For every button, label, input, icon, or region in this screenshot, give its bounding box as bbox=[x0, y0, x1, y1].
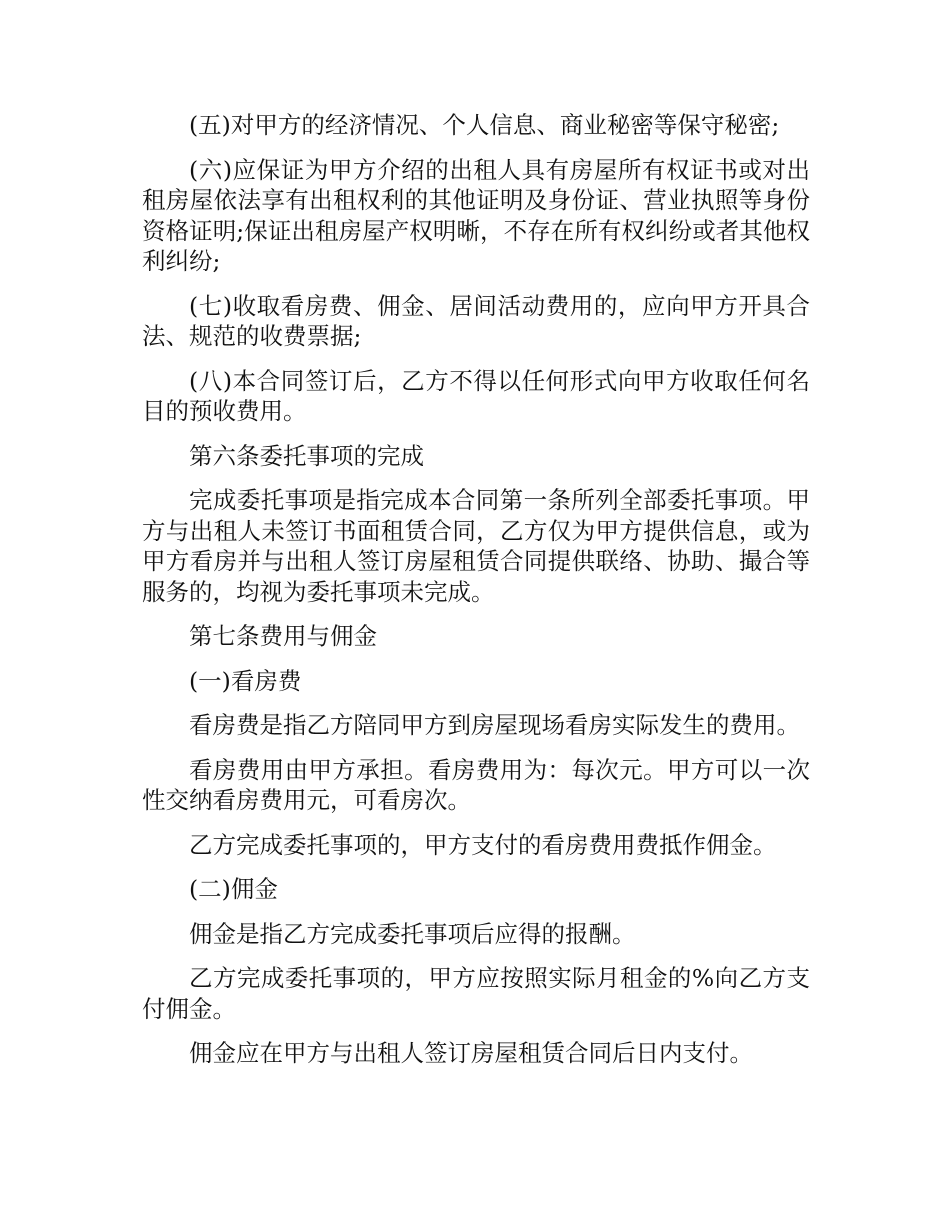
section-viewing-fee-heading: (一)看房费 bbox=[189, 666, 302, 695]
viewing-fee-terms: 看房费用由甲方承担。看房费用为：每次元。甲方可以一次性交纳看房费用元，可看房次。 bbox=[142, 755, 810, 814]
article-6-body: 完成委托事项是指完成本合同第一条所列全部委托事项。甲方与出租人未签订书面租赁合同，乙方仅为甲方提供信息，或为甲方看房并与出租人签订房屋租赁合同提供联络、协助、撮合等服务的，均视为委托事项未完成。 bbox=[142, 486, 810, 606]
paragraph-clause-8: (八)本合同签订后，乙方不得以任何形式向甲方收取任何名目的预收费用。 bbox=[142, 366, 810, 425]
article-7-heading: 第七条费用与佣金 bbox=[189, 622, 377, 650]
commission-payment-deadline: 佣金应在甲方与出租人签订房屋租赁合同后日内支付。 bbox=[189, 1039, 753, 1067]
paragraph-clause-7: (七)收取看房费、佣金、居间活动费用的，应向甲方开具合法、规范的收费票据; bbox=[142, 291, 810, 350]
paragraph-clause-5: (五)对甲方的经济情况、个人信息、商业秘密等保守秘密; bbox=[189, 111, 780, 139]
article-6-heading: 第六条委托事项的完成 bbox=[189, 441, 424, 470]
commission-definition: 佣金是指乙方完成委托事项后应得的报酬。 bbox=[189, 919, 636, 948]
viewing-fee-offset: 乙方完成委托事项的，甲方支付的看房费用费抵作佣金。 bbox=[189, 830, 777, 859]
commission-rate: 乙方完成委托事项的，甲方应按照实际月租金的%向乙方支付佣金。 bbox=[142, 964, 810, 1023]
viewing-fee-definition: 看房费是指乙方陪同甲方到房屋现场看房实际发生的费用。 bbox=[189, 711, 800, 739]
section-commission-heading: (二)佣金 bbox=[189, 875, 278, 903]
paragraph-clause-6: (六)应保证为甲方介绍的出租人具有房屋所有权证书或对出租房屋依法享有出租权利的其他证明及身份证、营业执照等身份资格证明;保证出租房屋产权明晰，不存在所有权纠纷或者其他权利纠纷; bbox=[142, 155, 810, 275]
document-body bbox=[142, 110, 810, 1083]
